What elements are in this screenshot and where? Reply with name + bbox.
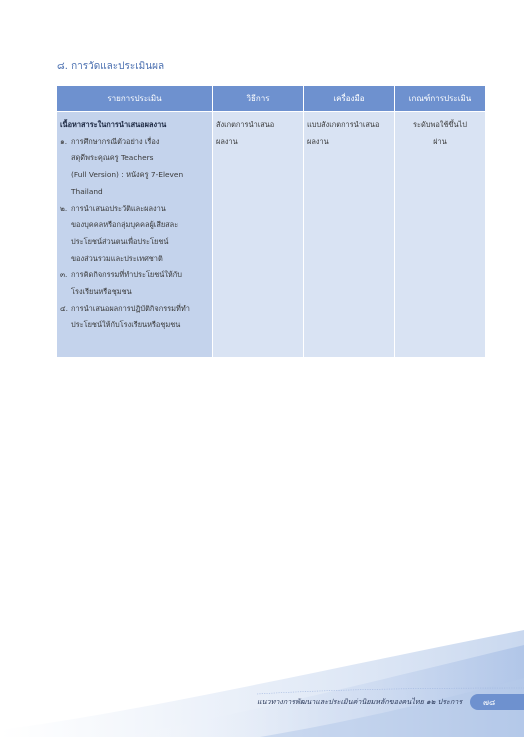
item-line: ประโยชน์ส่วนตนเพื่อประโยชน์ [71,236,169,246]
footer-title: แนวทางการพัฒนาและประเมินค่านิยมหลักของคนไทย ๑๒ ประการ [257,697,463,706]
item-line: การนำเสนอประวัติและผลงาน [71,203,166,213]
evaluation-item-2 [60,201,209,268]
header-tool: เครื่องมือ [304,86,395,112]
table-header-row [57,86,486,112]
header-method: วิธีการ [213,86,304,112]
item-line: การศึกษากรณีตัวอย่าง เรื่อง [71,136,160,146]
item-line: Thailand [71,186,103,196]
item-number: ๒. [60,203,68,213]
item-line: ประโยชน์ให้กับโรงเรียนหรือชุมชน [71,320,181,330]
item-number: ๔. [60,303,68,313]
item-line: สดุดีพระคุณครู Teachers [71,153,154,163]
evaluation-items-cell [57,112,213,358]
page-number-tab [470,694,524,710]
method-line: ผลงาน [216,136,238,146]
header-evaluation-items: รายการประเมิน [57,86,213,112]
criteria-line: ระดับพอใช้ขึ้นไป [413,120,467,129]
item-line: การนำเสนอผลการปฏิบัติกิจกรรมที่ทำ [71,303,190,313]
table-row [57,112,486,358]
evaluation-topic: เนื้อหาสาระในการนำเสนอผลงาน [60,120,167,129]
item-line: (Full Version) : หนังครู 7-Eleven [71,170,184,180]
item-line: ของบุคคลหรือกลุ่มบุคคลผู้เสียสละ [71,220,179,230]
tool-line: แบบสังเกตการนำเสนอ [307,120,380,129]
evaluation-item-3 [60,267,209,300]
section-title: ๘. การวัดและประเมินผล [57,61,165,72]
page-number: ๗๘ [483,698,496,707]
item-line: โรงเรียนหรือชุมชน [71,287,132,297]
footer-decoration [0,560,524,737]
header-criteria: เกณฑ์การประเมิน [395,86,486,112]
evaluation-item-1 [60,134,209,201]
method-cell [213,112,304,358]
item-number: ๓. [60,270,68,280]
method-line: สังเกตการนำเสนอ [216,120,275,129]
tool-line: ผลงาน [307,136,329,146]
criteria-line: ผ่าน [433,136,447,146]
item-line: ของส่วนรวมและประเทศชาติ [71,253,163,263]
tool-cell [304,112,395,358]
item-line: การคิดกิจกรรมที่ทำประโยชน์ให้กับ [71,270,182,280]
evaluation-table [56,85,486,358]
evaluation-item-4 [60,301,209,334]
item-number: ๑. [60,136,68,146]
criteria-cell [395,112,486,358]
